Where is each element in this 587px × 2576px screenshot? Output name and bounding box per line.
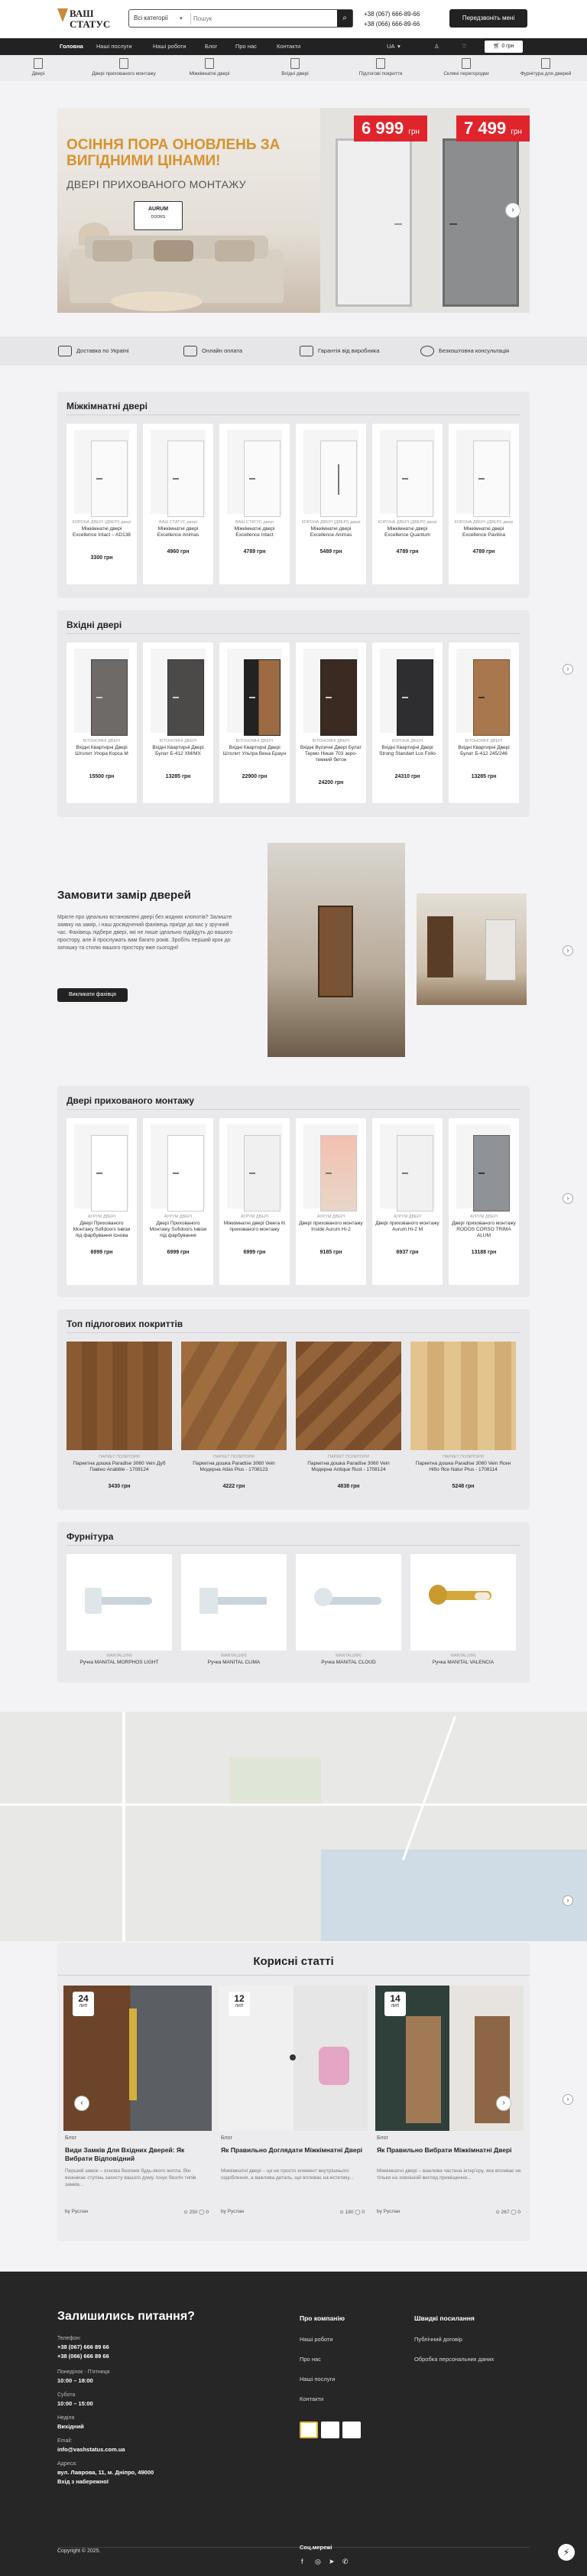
truck-icon (58, 346, 72, 356)
product-price: 6999 грн (90, 1250, 113, 1255)
search-category-select[interactable]: Всі категорії (134, 15, 168, 21)
door-icon (205, 58, 214, 69)
product-card[interactable]: ВІТОНОМНІ ДВЕРІ Вхідні Квартирні Двері Штолит Ультра Вена Браун 22900 грн (219, 642, 290, 803)
article-author: by Руслан (377, 2209, 401, 2214)
chevron-right-icon[interactable]: › (563, 2094, 573, 2105)
interior-doors-section (57, 392, 530, 598)
article-author: by Руслан (221, 2209, 245, 2214)
handle-image (66, 1554, 172, 1651)
search-input[interactable] (193, 12, 331, 24)
product-card[interactable]: ВАШ СТАТУС двері Міжкімнатні двері Excellence Animas 4960 грн (143, 424, 213, 584)
site-footer: Залишились питання? Телефон: +38 (067) 666 89 66 +38 (066) 666 89 66 Понеділок - П'ятниця 10:00 – 18:00 Субота 10:00 – 15:00 Неділя Вихідний Email: info@vashstatus.com.ua Адреса: вул. Лаврова, 11, м. Дніпро, 49000 Вхід з набережної Про компанію Наші роботи Про нас Наші послуги Контакти Швидкі посилання Публічний договір Обробка персональних даних Copyright © 2025. Соц.мережі f ◎ ➤ ✆ ⚡︎ (0, 2272, 587, 2576)
door-icon (290, 58, 300, 69)
product-card[interactable]: КОРОНА ДВЕРІ (ДВЕРІ) двері Міжкімнатні двері Excellence Pavilina 4789 грн (449, 424, 519, 584)
user-icon[interactable]: ♙ (434, 43, 439, 50)
door-image (318, 906, 353, 997)
product-card[interactable]: АУРУМ ДВЕРІ Двері прихованого монтажу RODOS CORSO TRIMA ALUM 13188 грн (449, 1118, 519, 1285)
handle-icon (541, 58, 550, 69)
badge-icon (300, 2422, 318, 2438)
product-price: 4789 грн (472, 549, 495, 555)
feature-delivery: Доставка по Україні (58, 344, 129, 358)
door-image (473, 659, 510, 736)
product-name[interactable]: Вхідні Квартирні Двері Булат Б-412 245/246 (458, 745, 510, 756)
door-image (167, 441, 204, 517)
product-name[interactable]: Двері Прихованого Монтажу Sofidoors Інвізи під фарбування Існова (73, 1221, 131, 1238)
brand-logo: AURUM DOORS (134, 201, 183, 230)
door-image (473, 441, 510, 517)
cart-total: 0 грн (501, 44, 514, 49)
footer-phone-1[interactable]: +38 (067) 666 89 66 (57, 2343, 109, 2350)
glass-icon (462, 58, 471, 69)
category-floors[interactable]: Підлогові покриття (342, 58, 419, 80)
product-card[interactable]: КОРОНА ДВЕРІ (ДВЕРІ) двері Міжкімнатні двері Excellence Quantum 4789 грн (372, 424, 443, 584)
door-image (473, 1135, 510, 1212)
feature-payment: Онлайн оплата (183, 344, 242, 358)
product-card[interactable]: ВІТОНОМНІ ДВЕРІ Вхідні Вуличні Двері Булат Термо Нише 703 зеро-темний бетон 24200 грн (296, 642, 366, 803)
chevron-right-icon[interactable]: › (563, 945, 573, 956)
logo-mark-icon (57, 8, 68, 22)
article-stats: ⊙ 180 ◯ 0 (339, 2210, 365, 2215)
product-card[interactable]: ВІТОНОМНІ ДВЕРІ Вхідні Квартирні Двері Булат Б-412 ХМ/МХ 13285 грн (143, 642, 213, 803)
product-card[interactable]: ПАРКЕТ ПОЛИТОРИ Паркетна дошка Paradise 3060 Vein Ясен Нібо Ясе Natur Plus - 1708114 5248 грн (410, 1342, 516, 1498)
product-price: 4838 грн (337, 1484, 360, 1489)
article-category: Блог (65, 2135, 77, 2141)
order-title: Замовити замір дверей (57, 889, 191, 902)
door-image (397, 1135, 433, 1212)
product-price: 4222 грн (222, 1484, 245, 1489)
door-image (320, 1135, 357, 1212)
product-price: 6937 грн (396, 1250, 419, 1255)
door-image (320, 659, 357, 736)
footer-col-title-company: Про компанію (300, 2314, 345, 2322)
door-image (397, 441, 433, 517)
feature-warranty: Гарантія від виробника (300, 344, 379, 358)
social-title: Соц.мережі (300, 2544, 332, 2551)
payment-badges (300, 2422, 364, 2440)
section-title: Міжкімнатні двері (66, 401, 148, 411)
footer-phone-2[interactable]: +38 (066) 666 89 66 (57, 2353, 109, 2360)
section-divider (66, 1109, 521, 1110)
product-price: 15500 грн (89, 774, 115, 779)
product-card[interactable]: MANTAL(ИЯ) Ручка MANITAL CLIMA (181, 1554, 287, 1669)
footer-email[interactable]: info@vashstatus.com.ua (57, 2446, 125, 2453)
chevron-right-icon[interactable]: › (563, 664, 573, 675)
product-price: 24310 грн (394, 774, 420, 779)
card-icon (183, 346, 197, 356)
search-icon[interactable]: ⌕ (337, 10, 352, 27)
product-card[interactable]: MANTAL(ИЯ) Ручка MANITAL MORPHOS LIGHT (66, 1554, 172, 1669)
feature-consult: Безкоштовна консультація (420, 344, 509, 358)
category-hidden-doors[interactable]: Двері прихованого монтажу (86, 58, 162, 80)
footer-link-services[interactable]: Наші послуги (300, 2376, 336, 2382)
product-price: 13188 грн (471, 1250, 497, 1255)
product-name[interactable]: Двері Прихованого Монтажу Sofidoors Інвізи під фарбування (149, 1221, 207, 1238)
category-interior-doors[interactable]: Міжкімнатні двері (171, 58, 248, 80)
category-hardware[interactable]: Фурнітура для дверей (508, 58, 584, 80)
product-name[interactable]: Ручка MANITAL VALENCIA (432, 1660, 495, 1665)
product-name[interactable]: Ручка MANITAL CLOUD (321, 1660, 376, 1665)
footer-title: Залишились питання? (57, 2310, 195, 2323)
chat-widget-button[interactable]: ⚡︎ (558, 2544, 575, 2561)
nav-item-services[interactable]: Наші послуги (96, 43, 132, 50)
section-title: Топ підлогових покриттів (66, 1319, 183, 1329)
product-card[interactable]: ВІТОНОМНІ ДВЕРІ Вхідні Квартирні Двері Булат Б-412 245/246 13285 грн (449, 642, 519, 803)
product-name[interactable]: Міжкімнатні двері Excellence Quantum (384, 526, 430, 538)
product-price: 5489 грн (319, 549, 342, 555)
product-card[interactable]: КОРОНА ДВЕРІ (ДВЕРІ) двері Міжкімнатні двері Excellence Intact – AD138 3300 грн (66, 424, 137, 584)
footer-link-about[interactable]: Про нас (300, 2356, 321, 2363)
product-name[interactable]: Вхідні Квартирні Двері Булат Б-412 ХМ/МХ (152, 745, 204, 756)
banner-left-scene (57, 108, 320, 313)
hidden-doors-section (57, 1086, 530, 1297)
article-title[interactable]: Види Замків Для Вхідних Дверей: Як Вибрати Відповідний (65, 2146, 185, 2162)
nav-item-blog[interactable]: Блог (205, 43, 218, 50)
article-title[interactable]: Як Правильно Доглядати Міжкімнатні Двері (221, 2146, 363, 2154)
chevron-down-icon: ▾ (180, 16, 183, 21)
footer-link-works[interactable]: Наші роботи (300, 2336, 333, 2343)
footer-address: вул. Лаврова, 11, м. Дніпро, 49000 (57, 2469, 154, 2476)
handle-image (296, 1554, 401, 1651)
article-title[interactable]: Як Правильно Вибрати Міжкімнатні Двері (377, 2146, 512, 2154)
facebook-icon[interactable]: f (301, 2558, 303, 2565)
product-name[interactable]: Двері прихованого монтажу Aurum Hi-2 М (375, 1221, 439, 1232)
pillow-image (92, 240, 132, 262)
footer-link-contract[interactable]: Публічний договір (414, 2336, 462, 2343)
order-description: Мрієте про ідеально встановлені двері без жодних клопотів? Залиште заявку на замір, і наш досвідчений фахівець приїде до вас у зручний час. Фахівець підбере двері, які не лише ідеально підійдуть до вашого простору, але й прослужать вам багато років. Зробіть перший крок до затишку та стилю вашого простору вже сьогодні! (57, 915, 233, 951)
category-doors[interactable]: Двері (0, 58, 76, 80)
callback-button[interactable]: Передзвоніть мені (449, 9, 527, 28)
chevron-left-icon[interactable]: ‹ (74, 2096, 89, 2111)
section-divider (66, 633, 521, 634)
article-category: Блог (221, 2135, 233, 2141)
product-card[interactable]: АУРУМ ДВЕРІ Двері прихованого монтажу Aurum Hi-2 М 6937 грн (372, 1118, 443, 1285)
footer-col-title-links: Швидкі посилання (414, 2314, 475, 2322)
handle-image (410, 1554, 516, 1651)
door-image (91, 659, 128, 736)
certificate-icon (300, 346, 313, 356)
badge-icon (342, 2422, 361, 2438)
nav-item-home[interactable]: Головна (60, 43, 83, 50)
promo-banner[interactable] (57, 108, 530, 313)
product-name[interactable]: Міжкімнатні двері Омега Кі прихованого монтажу (223, 1221, 286, 1232)
footer-link-contacts[interactable]: Контакти (300, 2395, 324, 2402)
chevron-right-icon[interactable]: › (563, 1193, 573, 1204)
floor-icon (376, 58, 385, 69)
table-image (111, 291, 203, 311)
product-card[interactable]: ПАРКЕТ ПОЛИТОРИ Паркетна дошка Paradise 3060 Vein Модерна Atlas Plus - 1708123 4222 грн (181, 1342, 287, 1498)
product-name[interactable]: Вхідні Вуличні Двері Булат Термо Нише 703 зеро-темний бетон (300, 745, 362, 763)
product-price: 13285 грн (471, 774, 497, 779)
heart-icon[interactable]: ♡ (462, 43, 467, 50)
pillow-image (154, 240, 193, 262)
articles-title: Корисні статті (253, 1955, 334, 1968)
articles-carousel (63, 1986, 524, 2230)
search-bar (128, 9, 353, 28)
article-excerpt: Міжкімнатні двері – важлива частина інтер'єру, яка впливає не тільки на зовнішній вигляд приміщення... (377, 2168, 521, 2181)
nav-item-works[interactable]: Наші роботи (153, 43, 186, 50)
viber-icon[interactable]: ✆ (342, 2558, 349, 2565)
section-title: Фурнітура (66, 1531, 114, 1542)
product-price: 6999 грн (243, 1250, 266, 1255)
pillow-image (215, 240, 255, 262)
door-image (397, 659, 433, 736)
section-title: Вхідні двері (66, 620, 122, 630)
call-specialist-button[interactable]: Викликати фахівця (57, 988, 128, 1002)
article-stats: ⊙ 267 ◯ 0 (495, 2210, 521, 2215)
site-header (0, 0, 587, 38)
door-image (91, 1135, 128, 1212)
floor-image (410, 1342, 516, 1450)
floor-image (296, 1342, 401, 1450)
product-price: 24200 грн (318, 780, 344, 785)
category-entrance-doors[interactable]: Вхідні двері (257, 58, 333, 80)
product-card[interactable]: ПАРКЕТ ПОЛИТОРИ Паркетна дошка Paradise 3060 Vein Дуб Павіно Anabble - 1708124 3430 грн (66, 1342, 172, 1498)
product-name[interactable]: Міжкімнатні двері Excellence Animas (157, 526, 199, 538)
banner-subtitle: ДВЕРІ ПРИХОВАНОГО МОНТАЖУ (66, 178, 246, 190)
product-name[interactable]: Двері прихованого монтажу Inside Aurum Hi-2 (299, 1221, 363, 1232)
logo-text-line2: СТАТУС (70, 18, 111, 30)
product-name[interactable]: Паркетна дошка Paradise 3060 Vein Модерна Antique Rust - 1708124 (307, 1461, 390, 1472)
product-name[interactable]: Міжкімнатні двері Excellence Animas (310, 526, 352, 538)
article-excerpt: Міжкімнатні двері – це не просто елемент внутрішнього оздоблення, а важлива деталь, що впливає на естетику... (221, 2168, 354, 2181)
main-nav (0, 38, 587, 55)
door-image (167, 659, 204, 736)
logo-text-line1: ВАШ (70, 8, 94, 19)
phone-number-1[interactable]: +38 (067) 666-89-66 (364, 11, 420, 18)
language-select[interactable]: UA (387, 43, 395, 50)
product-price: 13285 грн (165, 774, 191, 779)
product-price: 9185 грн (319, 1250, 342, 1255)
article-date: 14 ЛИП (384, 1992, 406, 2016)
hallway-image (268, 843, 405, 1057)
search-divider (190, 13, 191, 24)
product-card[interactable]: АУРУМ ДВЕРІ Двері Прихованого Монтажу Sofidoors Інвізи під фарбування Існова 6999 грн (66, 1118, 137, 1285)
section-divider (66, 1332, 521, 1333)
article-stats: ⊙ 250 ◯ 0 (183, 2210, 209, 2215)
gray-door-image (443, 138, 519, 307)
badge-icon (321, 2422, 339, 2438)
floor-image (66, 1342, 172, 1450)
chevron-right-icon[interactable]: › (563, 1895, 573, 1906)
location-map[interactable] (0, 1712, 587, 1941)
product-price: 6999 грн (167, 1250, 190, 1255)
phone-number-2[interactable]: +38 (066) 666-89-66 (364, 21, 420, 28)
articles-section (57, 1943, 530, 2241)
social-icons (300, 2558, 361, 2567)
category-strip (0, 55, 587, 81)
nav-item-about[interactable]: Про нас (235, 43, 257, 50)
article-category: Блог (377, 2135, 389, 2141)
product-card[interactable]: ПАРКЕТ ПОЛИТОРИ Паркетна дошка Paradise 3060 Vein Модерна Antique Rust - 1708124 4838 грн (296, 1342, 401, 1498)
chevron-down-icon: ▾ (397, 43, 401, 50)
instagram-icon[interactable]: ◎ (315, 2558, 321, 2565)
door-image (167, 1135, 204, 1212)
product-name[interactable]: Паркетна дошка Paradise 3060 Vein Дуб Павіно Anabble - 1708124 (73, 1461, 166, 1472)
door-image (244, 441, 281, 517)
product-card[interactable]: MANTAL(ИЯ) Ручка MANITAL VALENCIA (410, 1554, 516, 1669)
header-phones (364, 9, 440, 29)
product-price: 5248 грн (452, 1484, 475, 1489)
product-name[interactable]: Вхідні Квартирні Двері Штолит Упора Корса M (75, 745, 128, 756)
product-name[interactable]: Вхідні Квартирні Двері Strong Standart Lux Folio (379, 745, 436, 756)
door-icon (119, 58, 128, 69)
banner-title: ОСІННЯ ПОРА ОНОВЛЕНЬ ЗА ВИГІДНИМИ ЦІНАМИ! (66, 137, 281, 169)
nav-item-contacts[interactable]: Контакти (277, 43, 301, 50)
white-door-image (336, 138, 412, 307)
floors-section (57, 1309, 530, 1510)
product-price: 4960 грн (167, 549, 190, 555)
telegram-icon[interactable]: ➤ (329, 2558, 335, 2565)
floor-image (181, 1342, 287, 1450)
product-name[interactable]: Паркетна дошка Paradise 3060 Vein Модерна Atlas Plus - 1708123 (193, 1461, 275, 1472)
product-name[interactable]: Міжкімнатні двері Excellence Pavilina (462, 526, 505, 538)
banner-doors (320, 108, 530, 313)
door-image (244, 1135, 281, 1212)
product-card[interactable]: ВАШ СТАТУС двері Міжкімнатні двері Excellence Intact 4789 грн (219, 424, 290, 584)
product-price: 22900 грн (242, 774, 268, 779)
river-shape (321, 1849, 587, 1941)
product-name[interactable]: Паркетна дошка Paradise 3060 Vein Ясен Нібо Ясе Natur Plus - 1708114 (415, 1461, 511, 1472)
hardware-section (57, 1522, 530, 1683)
chevron-right-icon[interactable]: › (505, 203, 521, 218)
product-price: 4789 грн (396, 549, 419, 555)
product-name[interactable]: Ручка MANITAL CLIMA (207, 1660, 261, 1665)
chevron-right-icon[interactable]: › (496, 2096, 511, 2111)
chat-icon (420, 346, 434, 356)
entrance-doors-section (57, 610, 530, 817)
article-date: 12 ЛИП (229, 1992, 250, 2016)
section-title: Двері прихованого монтажу (66, 1095, 195, 1106)
section-divider (66, 1545, 521, 1546)
site-logo[interactable] (57, 7, 111, 31)
category-glass[interactable]: Скляні перегородки (428, 58, 504, 80)
product-price: 3430 грн (108, 1484, 131, 1489)
product-name[interactable]: Міжкімнатні двері Excellence Intact (234, 526, 275, 538)
price-badge-2: 7 499 грн (456, 115, 530, 141)
product-card[interactable]: ВІТОНОМНІ ДВЕРІ Вхідні Квартирні Двері Штолит Упора Корса M 15500 грн (66, 642, 137, 803)
footer-link-privacy[interactable]: Обробка персональних даних (414, 2356, 495, 2363)
product-name[interactable]: Двері прихованого монтажу RODOS CORSO TRIMA ALUM (452, 1221, 516, 1238)
product-card[interactable]: MANTAL(ИЯ) Ручка MANITAL CLOUD (296, 1554, 401, 1669)
door-image (91, 441, 128, 517)
cart-icon: 🛒︎ (493, 44, 502, 49)
product-price: 3300 грн (90, 555, 113, 561)
price-badge-1: 6 999 грн (354, 115, 427, 141)
room-image (417, 893, 527, 1005)
article-excerpt: Перший замок – основа безпеки будь-якого житла. Він визначає ступінь захисту вашого дому. Існує безліч типів замків... (65, 2168, 196, 2187)
door-icon (34, 58, 43, 69)
door-image (244, 659, 281, 736)
product-price: 4789 грн (243, 549, 266, 555)
product-card[interactable]: КОРОНА ДВЕРІ Вхідні Квартирні Двері Strong Standart Lux Folio 24310 грн (372, 642, 443, 803)
product-card[interactable]: АУРУМ ДВЕРІ Двері Прихованого Монтажу Sofidoors Інвізи під фарбування 6999 грн (143, 1118, 213, 1285)
handle-image (181, 1554, 287, 1651)
product-card[interactable]: КОРОНА ДВЕРІ (ДВЕРІ) двері Міжкімнатні двері Excellence Animas 5489 грн (296, 424, 366, 584)
cart-button[interactable] (485, 41, 523, 53)
article-date: 24 ЛИП (73, 1992, 94, 2016)
features-bar (0, 337, 587, 366)
product-name[interactable]: Вхідні Квартирні Двері Штолит Ультра Вена Браун (222, 745, 287, 756)
product-name[interactable]: Ручка MANITAL MORPHOS LIGHT (79, 1660, 159, 1665)
article-author: by Руслан (65, 2209, 89, 2214)
product-name[interactable]: Міжкімнатні двері Excellence Intact – AD138 (73, 526, 131, 538)
copyright: Copyright © 2025. (57, 2548, 101, 2554)
product-card[interactable]: АУРУМ ДВЕРІ Міжкімнатні двері Омега Кі прихованого монтажу 6999 грн (219, 1118, 290, 1285)
door-image (320, 441, 357, 517)
product-card[interactable]: АУРУМ ДВЕРІ Двері прихованого монтажу Inside Aurum Hi-2 9185 грн (296, 1118, 366, 1285)
